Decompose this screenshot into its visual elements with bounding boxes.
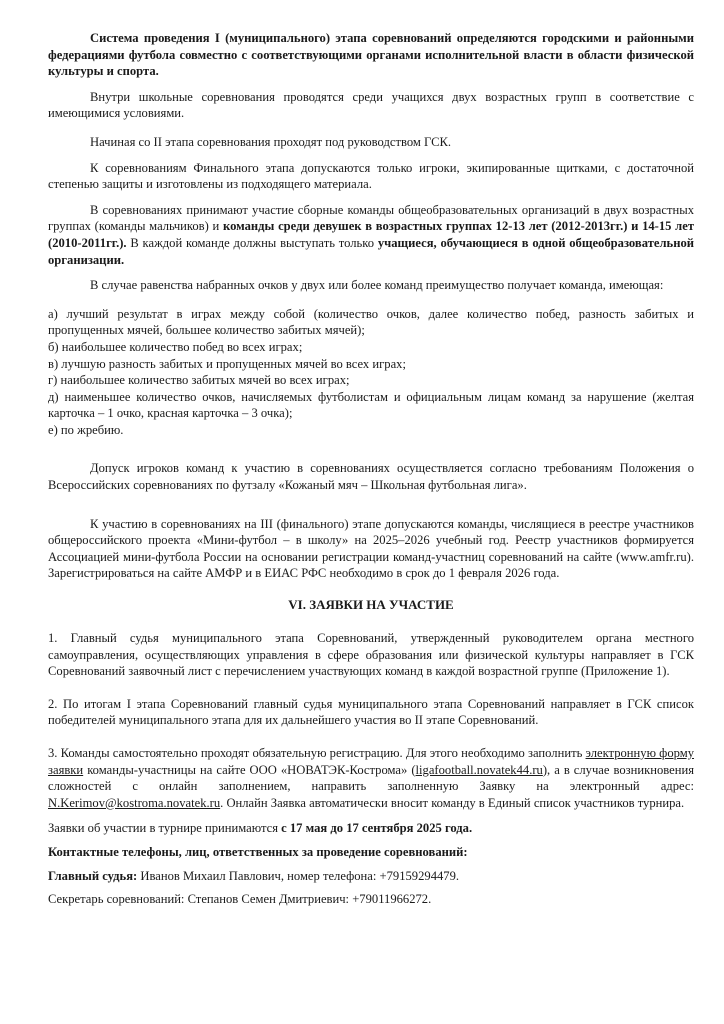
teams-text-3: В каждой команде должны выступать только bbox=[126, 235, 378, 250]
application-item-2: 2. По итогам I этапа Соревнований главный судья муниципального этапа Соревнований направляет в ГСК список победителей муниципального этапа для их дальнейшего участия во II этапе Соревнований. bbox=[48, 696, 694, 728]
item3-text-b: команды-участницы на сайте ООО «НОВАТЭК-Кострома» ( bbox=[83, 762, 416, 777]
school-paragraph: Внутри школьные соревнования проводятся среди учащихся двух возрастных групп в соответствие с имеющимися условиями. bbox=[48, 89, 694, 121]
document-page bbox=[48, 30, 694, 908]
teams-text-students: учащиеся, обучающиеся в одной общеобразовательной организации. bbox=[48, 235, 695, 267]
application-item-3 bbox=[48, 745, 694, 811]
tie-paragraph: В случае равенства набранных очков у двух или более команд преимущество получает команда, имеющая: bbox=[90, 278, 664, 293]
intro-paragraph: Система проведения I (муниципального) этапа соревнований определяются городскими и районными федерациями футбола совместно с соответствующими органами исполнительной власти в области физической культуры и спорта. bbox=[48, 31, 694, 79]
gsk-paragraph: Начиная со II этапа соревнования проходят под руководством ГСК. bbox=[90, 134, 452, 149]
list-item: б) наибольшее количество побед во всех играх; bbox=[48, 339, 303, 354]
deadline-paragraph bbox=[48, 820, 694, 837]
chief-judge-text: Иванов Михаил Павлович, номер телефона: +79159294479. bbox=[137, 868, 460, 883]
deadline-text: Заявки об участии в турнире принимаются bbox=[48, 821, 282, 836]
final-stage-paragraph: К соревнованиям Финального этапа допускаются только игроки, экипированные щитками, с достаточной степенью защиты и изготовлены из подходящего материала. bbox=[48, 160, 694, 192]
list-item: е) по жребию. bbox=[48, 422, 124, 437]
section-title: VI. ЗАЯВКИ НА УЧАСТИЕ bbox=[288, 597, 454, 613]
list-item: в) лучшую разность забитых и пропущенных мячей во всех играх; bbox=[48, 356, 406, 371]
admission-paragraph: Допуск игроков команд к участию в соревнованиях осуществляется согласно требованиям Положения о Всероссийских соревнованиях по футзалу «Кожаный мяч – Школьная футбольная лига». bbox=[48, 461, 694, 493]
list-item: д) наименьшее количество очков, начисляемых футболистам и официальным лицам команд за нарушение (желтая карточка – 1 очко, красная карточка – 3 очка); bbox=[48, 389, 694, 421]
electronic-form-link[interactable]: электронную форму заявки bbox=[48, 746, 695, 777]
chief-judge-line bbox=[48, 868, 694, 885]
teams-paragraph bbox=[48, 202, 694, 268]
teams-text-girls: команды среди девушек в возрастных группах 12-13 лет (2012-2013гг.) и 14-15 лет (2010-2011гг.). bbox=[48, 219, 695, 250]
item3-text-c: ), а в случае возникновения сложностей с онлайн заполнением, направить заполненную Заявку на электронный адрес: bbox=[48, 762, 694, 794]
list-item: г) наибольшее количество забитых мячей во всех играх; bbox=[48, 373, 350, 388]
email-link[interactable]: N.Kerimov@kostroma.novatek.ru bbox=[48, 795, 221, 810]
secretary-line: Секретарь соревнований: Степанов Семен Дмитриевич: +79011966272. bbox=[48, 892, 432, 907]
deadline-dates: с 17 мая до 17 сентября 2025 года. bbox=[281, 821, 473, 836]
teams-text-1: В соревнованиях принимают участие сборные команды общеобразовательных организаций в двух возрастных группах (команды мальчиков) и bbox=[48, 202, 694, 234]
site-link[interactable]: ligafootball.novatek44.ru bbox=[415, 762, 543, 777]
item3-text-a: 3. Команды самостоятельно проходят обязательную регистрацию. Для этого необходимо заполнить bbox=[48, 746, 586, 760]
list-item: а) лучший результат в играх между собой (количество очков, далее количество побед, разность забитых и пропущенных мячей, большее количество забитых мячей); bbox=[48, 306, 694, 338]
stage3-paragraph: К участию в соревнованиях на III (финального) этапе допускаются команды, числящиеся в реестре участников общероссийского проекта «Мини-футбол – в школу» на 2025–2026 учебный год. Реестр участников формируется Ассоциацией мини-футбола России на основании регистрации команд-участниц соревнований на сайте (www.amfr.ru). Зарегистрироваться на сайте АМФР и в ЕИАС РФС необходимо в срок до 1 февраля 2026 года. bbox=[48, 516, 694, 581]
tie-criteria-list bbox=[48, 306, 694, 439]
item3-text-d: . Онлайн Заявка автоматически вносит команду в Единый список участников турнира. bbox=[220, 795, 685, 810]
chief-judge-label: Главный судья: bbox=[48, 868, 138, 883]
application-item-1: 1. Главный судья муниципального этапа Соревнований, утвержденный руководителем органа местного самоуправления, осуществляющих управления в сфере образования или физической культуры направляет в ГСК Соревнований заявочный лист с перечислением участвующих команд в каждой возрастной группе (Приложение 1). bbox=[48, 631, 694, 679]
contacts-heading: Контактные телефоны, лиц, ответственных за проведение соревнований: bbox=[48, 844, 468, 859]
